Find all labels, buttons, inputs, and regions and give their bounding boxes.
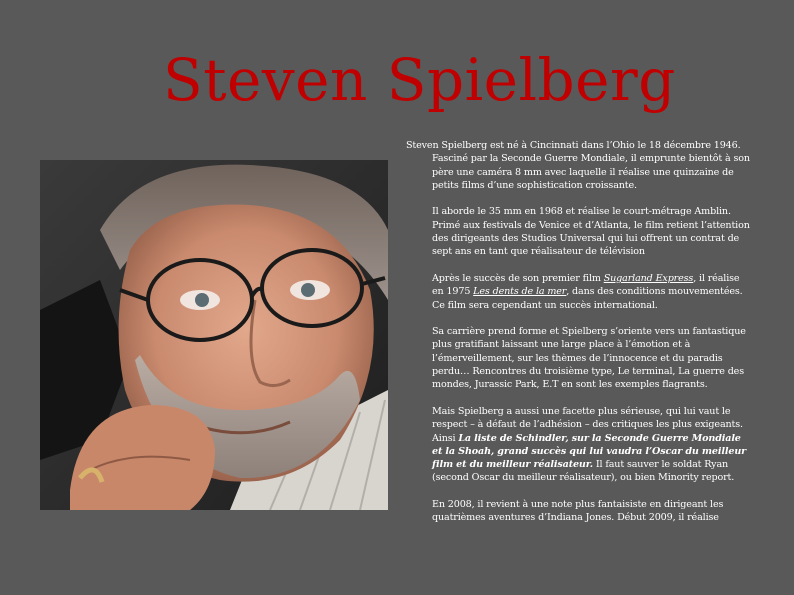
paragraph-serious [406,405,753,485]
film-title-sugarland-express: Sugarland Express [603,272,694,284]
paragraph-text: Mais Spielberg a aussi une facette plus sérieuse, qui lui vaut le respect – à défaut de l’adhésion – des critiques les plus exigeants. Ainsi [432,405,743,444]
paragraph-text: Il faut sauver le soldat Ryan (second Oscar du meilleur réalisateur), ou bien Minority report. [432,459,735,484]
bold-italic-text: La liste de Schindler, sur la Seconde Guerre Mondiale et la Shoah, grand succès qui lui vaudra l’Oscar du meilleur film et du meilleur réalisateur. [432,432,747,471]
portrait-photo [40,160,388,510]
paragraph-text: , il réalise en 1975 [432,272,740,298]
paragraph-birth: Steven Spielberg est né à Cincinnati dans l’Ohio le 18 décembre 1946. Fasciné par la Seconde Guerre Mondiale, il emprunte bientôt à son père une caméra 8 mm avec laquelle il réalise une quinzaine de petits films d’une sophistication croissante. [406,140,750,191]
biography-text [406,139,753,538]
paragraph-fantastique: Sa carrière prend forme et Spielberg s’oriente vers un fantastique plus gratifiant laissant une large place à l’émotion et à l’émerveillement, sur les thèmes de l’innocence et du paradis perdu… Rencontres du troisième type, Le terminal, La guerre des mondes, Jurassic Park, E.T en sont les exemples flagrants. [432,326,746,391]
film-title-les-dents-de-la-mer: Les dents de la mer [473,286,567,298]
paragraph-first-films [406,272,753,312]
slide-title: Steven Spielberg [163,46,676,114]
paragraph-indiana-jones: En 2008, il revient à une note plus fantaisiste en dirigeant les quatrièmes aventures d’Indiana Jones. Début 2009, il réalise [432,499,724,524]
paragraph-text: Après le succès de son premier film [432,272,604,284]
portrait-illustration [40,160,388,510]
paragraph-amblin: Il aborde le 35 mm en 1968 et réalise le court-métrage Amblin. Primé aux festivals de Venice et d’Atlanta, le film retient l’attention des dirigeants des Studios Universal qui lui offrent un contrat de sept ans en tant que réalisateur de télévision [432,206,750,258]
paragraph-text: , dans des conditions mouvementées. Ce film sera cependant un succès international. [432,286,743,311]
